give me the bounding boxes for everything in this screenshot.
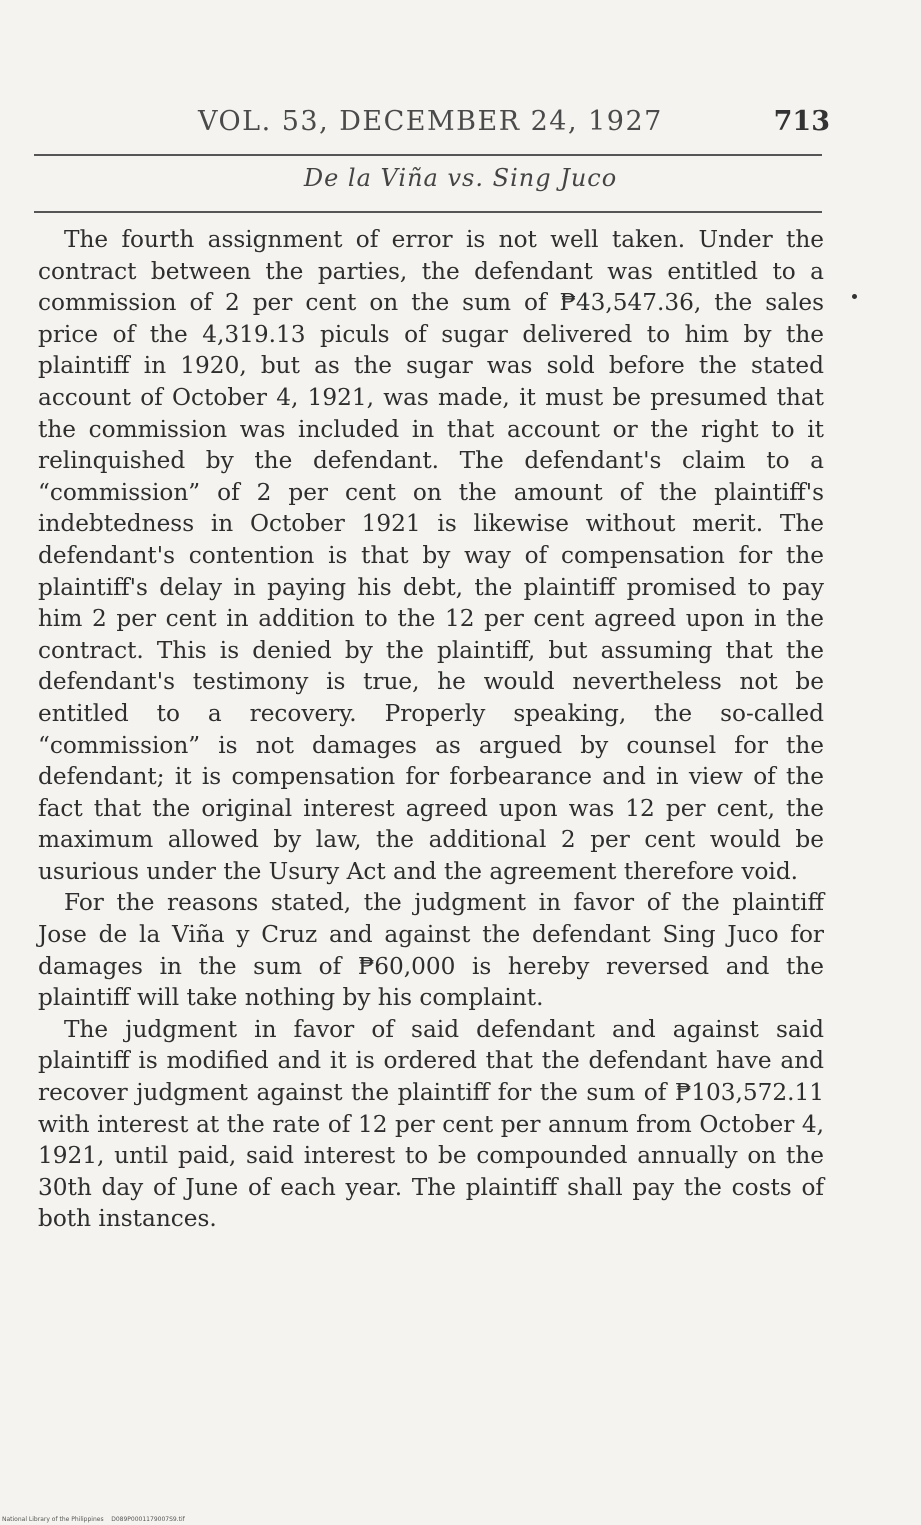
scan-mark: [852, 294, 857, 299]
footer-code: D089P0001179007S9.tif: [111, 1516, 185, 1523]
paragraph-error-assignment: The fourth assignment of error is not well taken. Under the contract between the parties, the defendant was entitled to a commission of 2 per cent on the sum of ₱43,547.36, the sales price of the 4,319.13 piculs of sugar delivered to him by the plaintiff in 1920, but as the sugar was sold before the stated account of October 4, 1921, was made, it must be presumed that the commission was included in that account or the right to it relinquished by the defendant. The defendant's claim to a “commission” of 2 per cent on the amount of the plaintiff's indebtedness in October 1921 is likewise without merit. The defendant's contention is that by way of compensation for the plaintiff's delay in paying his debt, the plaintiff promised to pay him 2 per cent in addition to the 12 per cent agreed upon in the contract. This is denied by the plaintiff, but assuming that the defendant's testimony is true, he would nevertheless not be entitled to a recovery. Properly speaking, the so-called “commission” is not damages as argued by counsel for the defendant; it is compensation for forbearance and in view of the fact that the original interest agreed upon was 12 per cent, the maximum allowed by law, the additional 2 per cent would be usurious under the Usury Act and the agreement therefore void.: [38, 226, 824, 885]
paragraph-judgment: The judgment in favor of said defendant and against said plaintiff is modified and it is ordered that the defendant have and recover judgment against the plaintiff for the sum of ₱103,572.11 with interest at the rate of 12 per cent per annum from October 4, 1921, until paid, said interest to be compounded annually on the 30th day of June of each year. The plaintiff shall pay the costs of both instances.: [38, 1015, 824, 1233]
case-title: De la Viña vs. Sing Juco: [303, 164, 618, 192]
page-number: 713: [773, 106, 830, 137]
volume-date: VOL. 53, DECEMBER 24, 1927: [198, 106, 663, 137]
body-text: [38, 224, 824, 1235]
paragraph-reversal: For the reasons stated, the judgment in favor of the plaintiff Jose de la Viña y Cruz and against the defendant Sing Juco for damages in the sum of ₱60,000 is hereby reversed and the plaintiff will take nothing by his complaint.: [38, 889, 824, 1012]
running-head: [40, 106, 830, 146]
scan-footer: [2, 1516, 185, 1523]
header-rule-bottom: [34, 211, 822, 213]
header-rule-top: [34, 154, 822, 156]
footer-source: National Library of the Philippines: [2, 1516, 104, 1523]
